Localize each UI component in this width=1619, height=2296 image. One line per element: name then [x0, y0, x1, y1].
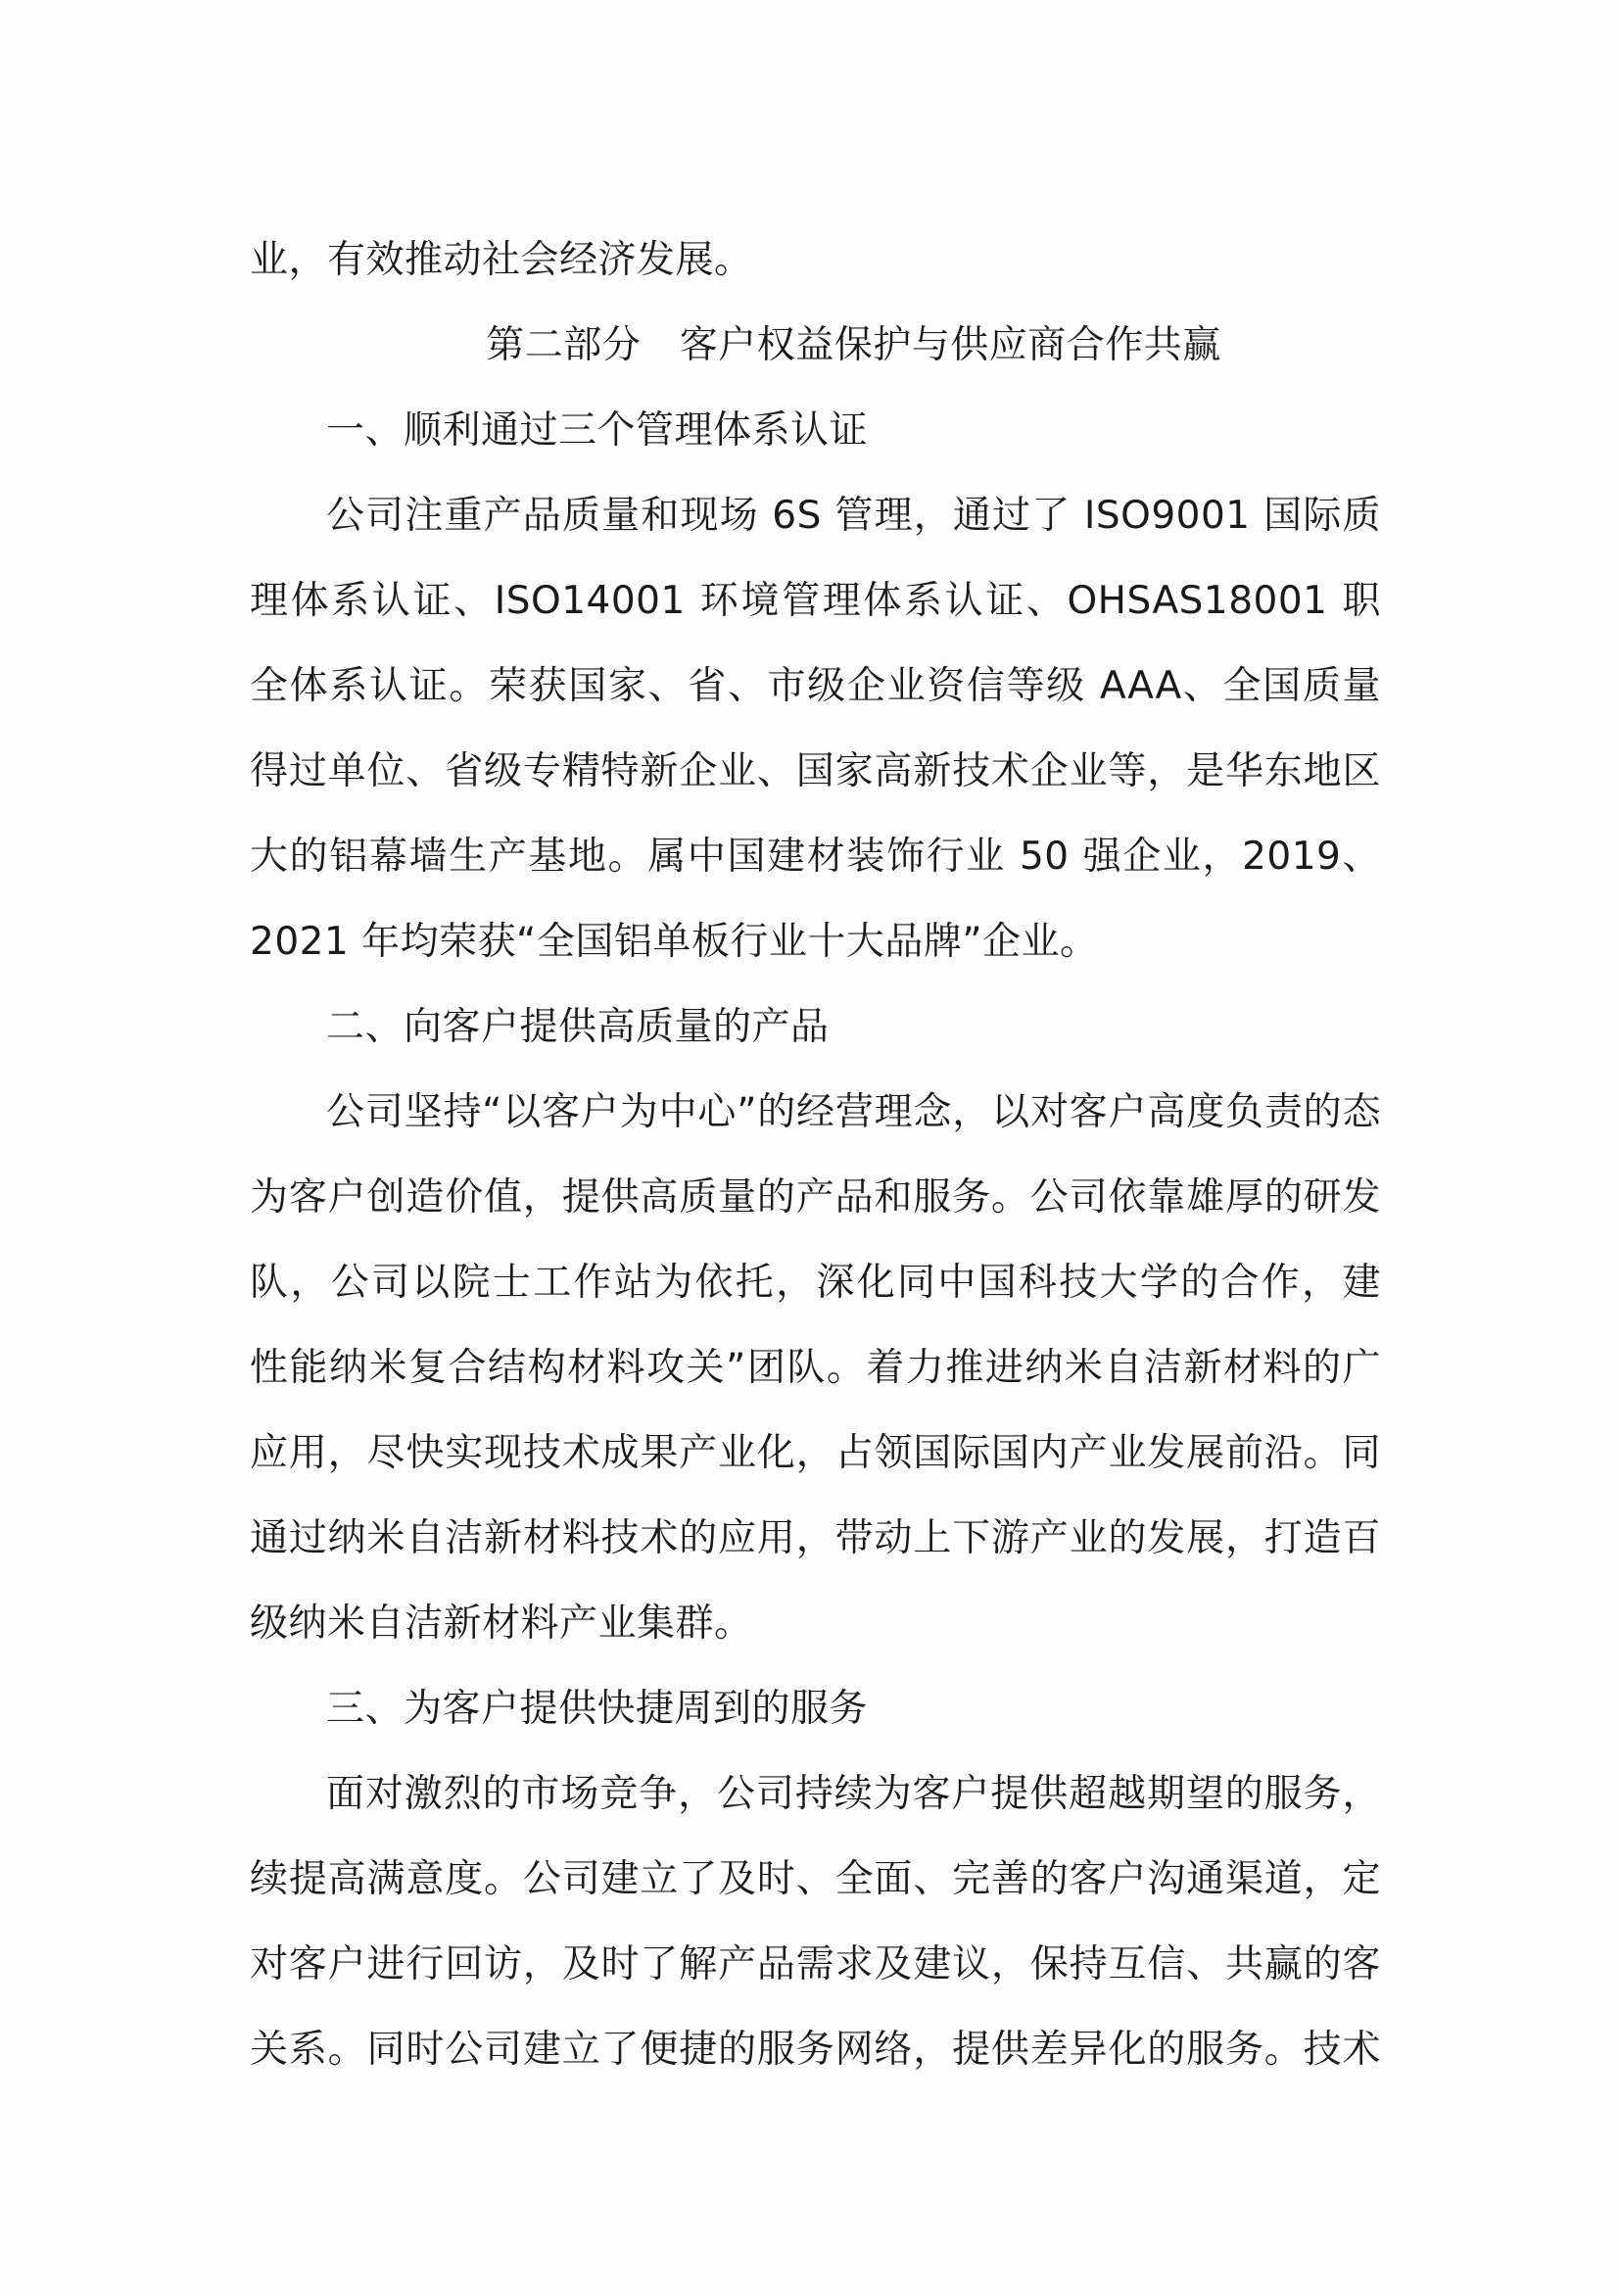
text-line: 级纳米自洁新材料产业集群。: [250, 1602, 753, 1646]
text-line: 应用，尽快实现技术成果产业化，占领国际国内产业发展前沿。同: [250, 1431, 1381, 1475]
text-line: 公司坚持“以客户为中心”的经营理念，以对客户高度负责的态: [326, 1090, 1381, 1134]
text-line: 面对激烈的市场竞争，公司持续为客户提供超越期望的服务，: [326, 1772, 1381, 1816]
text-line: 续提高满意度。公司建立了及时、全面、完善的客户沟通渠道，定: [250, 1857, 1381, 1901]
text-line: 公司注重产品质量和现场 6S 管理，通过了 ISO9001 国际质: [326, 494, 1381, 538]
text-line: 理体系认证、ISO14001 环境管理体系认证、OHSAS18001 职: [250, 579, 1381, 623]
text-line: 性能纳米复合结构材料攻关”团队。着力推进纳米自洁新材料的广: [250, 1346, 1381, 1390]
text-line: 大的铝幕墙生产基地。属中国建材装饰行业 50 强企业，2019、: [250, 835, 1381, 879]
document-body: [250, 217, 1381, 2092]
section-heading: 第二部分 客户权益保护与供应商合作共赢: [486, 323, 1221, 367]
text-line: 关系。同时公司建立了便捷的服务网络，提供差异化的服务。技术: [250, 2028, 1381, 2072]
text-line: 通过纳米自洁新材料技术的应用，带动上下游产业的发展，打造百: [250, 1516, 1381, 1560]
subsection-heading: 二、向客户提供高质量的产品: [326, 1005, 830, 1049]
text-line: 队，公司以院士工作站为依托，深化同中国科技大学的合作，建: [250, 1261, 1381, 1305]
text-line: 得过单位、省级专精特新企业、国家高新技术企业等，是华东地区: [250, 749, 1381, 793]
text-line: 对客户进行回访，及时了解产品需求及建议，保持互信、共赢的客: [250, 1942, 1381, 1986]
subsection-heading: 三、为客户提供快捷周到的服务: [326, 1687, 869, 1731]
subsection-heading: 一、顺利通过三个管理体系认证: [326, 408, 869, 453]
text-line: 为客户创造价值，提供高质量的产品和服务。公司依靠雄厚的研发: [250, 1175, 1381, 1220]
text-line: 全体系认证。荣获国家、省、市级企业资信等级 AAA、全国质量: [250, 664, 1381, 708]
text-line: 业，有效推动社会经济发展。: [250, 238, 753, 282]
text-line: 2021 年均荣获“全国铝单板行业十大品牌”企业。: [250, 920, 1099, 964]
